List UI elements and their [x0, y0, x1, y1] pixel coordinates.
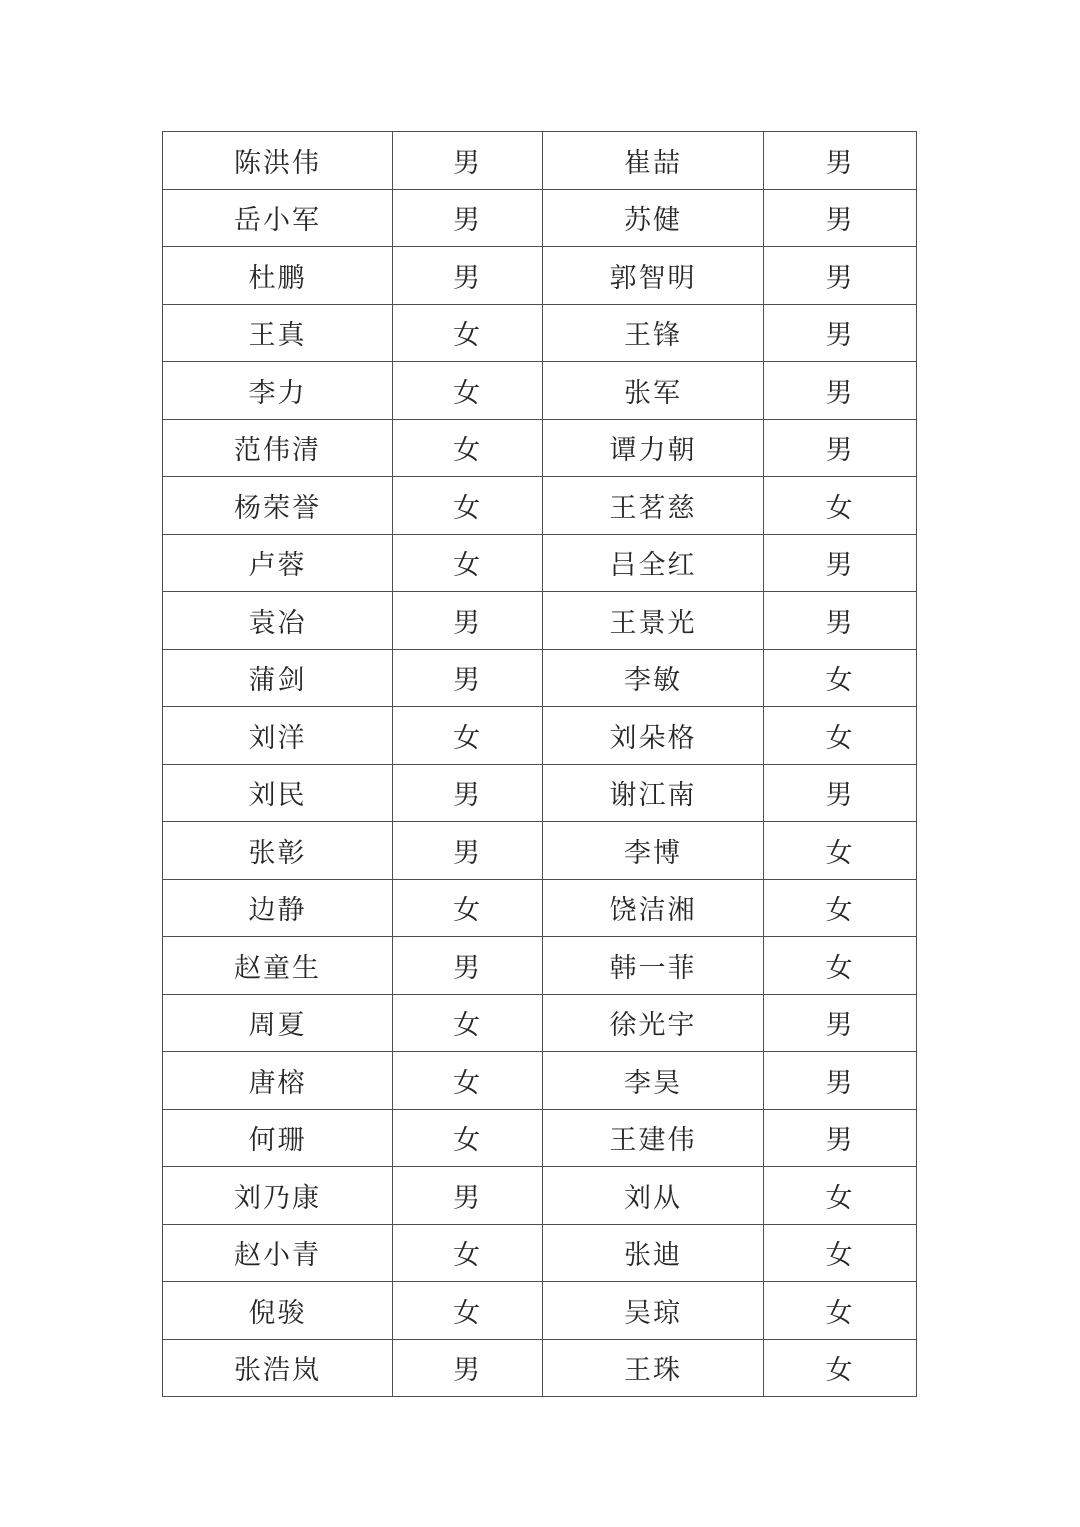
name-cell: 吕全红: [543, 534, 764, 592]
table-row: [163, 419, 917, 477]
name-cell: 边静: [163, 879, 393, 937]
name-cell: 李力: [163, 362, 393, 420]
name-cell: 刘朵格: [543, 707, 764, 765]
gender-cell: 男: [393, 1167, 543, 1225]
table-row: [163, 592, 917, 650]
name-cell: 何珊: [163, 1109, 393, 1167]
name-cell: 张军: [543, 362, 764, 420]
gender-cell: 男: [764, 304, 917, 362]
gender-cell: 男: [764, 764, 917, 822]
name-cell: 唐榕: [163, 1052, 393, 1110]
gender-cell: 女: [764, 822, 917, 880]
table-row: [163, 1052, 917, 1110]
gender-cell: 女: [764, 879, 917, 937]
name-cell: 卢蓉: [163, 534, 393, 592]
name-cell: 徐光宇: [543, 994, 764, 1052]
gender-cell: 男: [393, 189, 543, 247]
gender-cell: 男: [764, 132, 917, 190]
name-cell: 张浩岚: [163, 1339, 393, 1397]
gender-cell: 男: [393, 132, 543, 190]
name-cell: 饶洁湘: [543, 879, 764, 937]
name-cell: 王锋: [543, 304, 764, 362]
gender-cell: 男: [393, 247, 543, 305]
table-row: [163, 304, 917, 362]
table-row: [163, 879, 917, 937]
name-cell: 王茗慈: [543, 477, 764, 535]
name-cell: 王建伟: [543, 1109, 764, 1167]
table-row: [163, 534, 917, 592]
gender-cell: 男: [764, 1109, 917, 1167]
table-row: [163, 362, 917, 420]
gender-cell: 女: [393, 362, 543, 420]
name-cell: 谢江南: [543, 764, 764, 822]
name-cell: 倪骏: [163, 1282, 393, 1340]
table-row: [163, 477, 917, 535]
gender-cell: 女: [764, 1339, 917, 1397]
table-row: [163, 132, 917, 190]
name-cell: 王真: [163, 304, 393, 362]
gender-cell: 男: [393, 822, 543, 880]
name-cell: 岳小军: [163, 189, 393, 247]
name-cell: 苏健: [543, 189, 764, 247]
roster-table-body: [163, 132, 917, 1397]
name-cell: 李昊: [543, 1052, 764, 1110]
name-cell: 袁冶: [163, 592, 393, 650]
gender-cell: 男: [393, 764, 543, 822]
table-row: [163, 994, 917, 1052]
name-cell: 王珠: [543, 1339, 764, 1397]
name-cell: 蒲剑: [163, 649, 393, 707]
table-row: [163, 707, 917, 765]
gender-cell: 男: [393, 592, 543, 650]
gender-cell: 男: [764, 1052, 917, 1110]
gender-cell: 男: [764, 592, 917, 650]
table-row: [163, 649, 917, 707]
table-row: [163, 1109, 917, 1167]
name-cell: 杜鹏: [163, 247, 393, 305]
name-cell: 刘从: [543, 1167, 764, 1225]
gender-cell: 男: [764, 247, 917, 305]
gender-cell: 男: [764, 534, 917, 592]
gender-cell: 男: [764, 189, 917, 247]
gender-cell: 男: [393, 1339, 543, 1397]
gender-cell: 女: [393, 419, 543, 477]
gender-cell: 女: [393, 1109, 543, 1167]
gender-cell: 女: [764, 1224, 917, 1282]
name-cell: 杨荣誉: [163, 477, 393, 535]
name-cell: 李敏: [543, 649, 764, 707]
gender-cell: 女: [393, 534, 543, 592]
name-cell: 陈洪伟: [163, 132, 393, 190]
gender-cell: 女: [393, 304, 543, 362]
table-row: [163, 1167, 917, 1225]
gender-cell: 女: [393, 707, 543, 765]
name-cell: 韩一菲: [543, 937, 764, 995]
gender-cell: 男: [764, 994, 917, 1052]
name-cell: 张彰: [163, 822, 393, 880]
name-cell: 刘乃康: [163, 1167, 393, 1225]
name-cell: 郭智明: [543, 247, 764, 305]
gender-cell: 女: [764, 1282, 917, 1340]
name-cell: 周夏: [163, 994, 393, 1052]
gender-cell: 男: [764, 362, 917, 420]
name-cell: 张迪: [543, 1224, 764, 1282]
name-cell: 范伟清: [163, 419, 393, 477]
table-row: [163, 189, 917, 247]
gender-cell: 女: [393, 1052, 543, 1110]
gender-cell: 男: [393, 937, 543, 995]
table-row: [163, 1339, 917, 1397]
name-cell: 崔喆: [543, 132, 764, 190]
table-row: [163, 937, 917, 995]
name-cell: 刘民: [163, 764, 393, 822]
table-row: [163, 1224, 917, 1282]
gender-cell: 女: [764, 707, 917, 765]
name-cell: 王景光: [543, 592, 764, 650]
gender-cell: 女: [764, 477, 917, 535]
table-row: [163, 822, 917, 880]
table-row: [163, 764, 917, 822]
gender-cell: 女: [393, 1282, 543, 1340]
gender-cell: 女: [764, 937, 917, 995]
gender-cell: 女: [393, 1224, 543, 1282]
gender-cell: 女: [393, 879, 543, 937]
name-cell: 赵童生: [163, 937, 393, 995]
gender-cell: 女: [764, 649, 917, 707]
name-cell: 李博: [543, 822, 764, 880]
name-cell: 赵小青: [163, 1224, 393, 1282]
gender-cell: 男: [764, 419, 917, 477]
name-cell: 刘洋: [163, 707, 393, 765]
name-cell: 谭力朝: [543, 419, 764, 477]
table-row: [163, 1282, 917, 1340]
gender-cell: 女: [393, 994, 543, 1052]
table-row: [163, 247, 917, 305]
roster-table: [162, 131, 917, 1397]
gender-cell: 女: [393, 477, 543, 535]
name-cell: 吴琼: [543, 1282, 764, 1340]
gender-cell: 男: [393, 649, 543, 707]
gender-cell: 女: [764, 1167, 917, 1225]
